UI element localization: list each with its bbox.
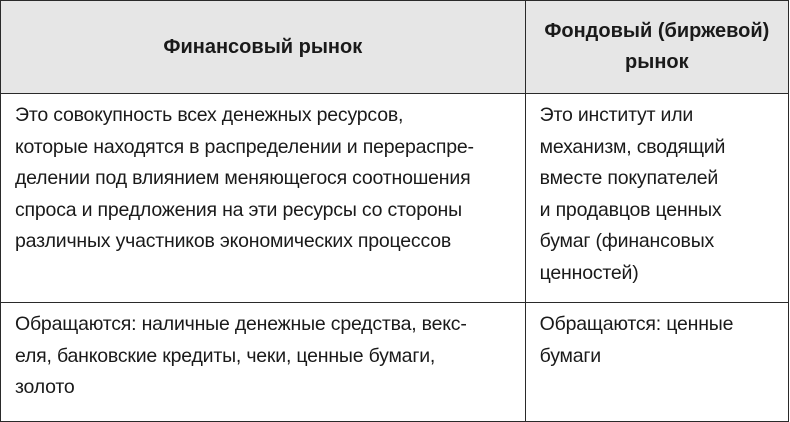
financial-market-instruments [1,303,526,422]
header-stock-market-line-2: рынок [625,51,689,73]
text-line: золото [15,376,75,398]
text-line: бумаги [539,344,601,367]
header-financial-market [1,1,526,94]
header-stock-market [525,1,788,94]
text-line: Обращаются: наличные денежные средства, векс- [15,313,467,335]
header-financial-market-text: Финансовый рынок [163,35,363,58]
text-line: механизм, сводящий [539,135,726,158]
text-line: ценностей) [539,261,639,284]
table-row-definition [1,94,789,303]
header-row [1,1,789,94]
stock-market-definition [525,94,788,303]
text-line: которые находятся в распределении и перераспре- [15,135,474,158]
text-line: спроса и предложения на эти ресурсы со стороны [15,198,462,221]
text-line: и продавцов ценных [539,198,722,221]
text-line: делении под влиянием меняющегося соотношения [15,167,471,189]
text-line: еля, банковские кредиты, чеки, ценные бумаги, [15,344,436,367]
header-stock-market-line-1: Фондовый (биржевой) [544,20,770,42]
text-line: Это институт или [539,104,694,126]
stock-market-instruments [525,303,788,422]
text-line: вместе покупателей [539,167,719,189]
text-line: Это совокупность всех денежных ресурсов, [15,104,404,126]
table-row-instruments [1,303,789,422]
text-line: Обращаются: ценные [539,313,734,335]
financial-market-definition [1,94,526,303]
text-line: различных участников экономических процессов [15,230,452,252]
text-line: бумаг (финансовых [539,230,715,252]
